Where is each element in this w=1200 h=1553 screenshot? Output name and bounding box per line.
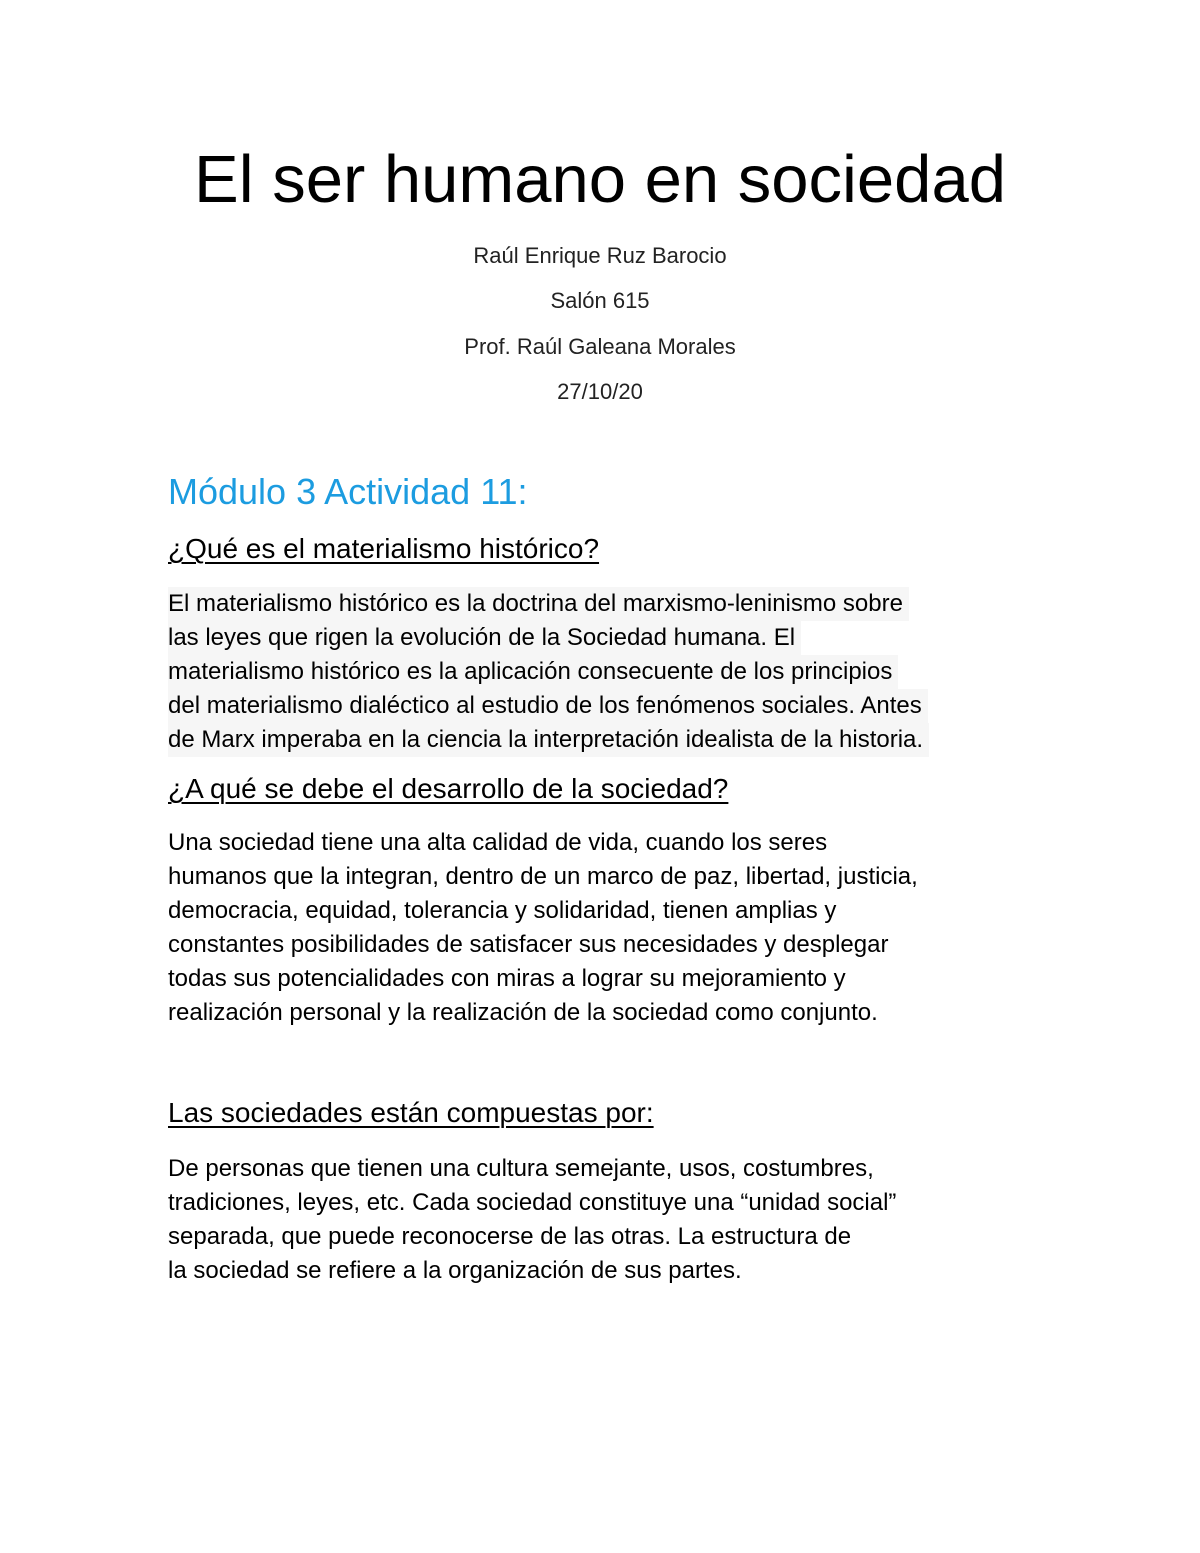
classroom: Salón 615 [550, 288, 650, 313]
answer-line: El materialismo histórico es la doctrina del marxismo-leninismo sobre [168, 587, 909, 621]
answer-line: todas sus potencialidades con miras a lograr su mejoramiento y [168, 965, 846, 992]
module-heading: Módulo 3 Actividad 11: [168, 471, 528, 512]
answer-line: materialismo histórico es la aplicación consecuente de los principios [168, 655, 898, 689]
answer-line: Una sociedad tiene una alta calidad de vida, cuando los seres [168, 829, 828, 856]
answer-line: democracia, equidad, tolerancia y solidaridad, tienen amplias y [168, 897, 837, 924]
professor-name: Prof. Raúl Galeana Morales [464, 334, 736, 359]
answer-desarrollo [168, 826, 1048, 1030]
answer-materialismo [168, 587, 1048, 757]
question-composicion: Las sociedades están compuestas por: [168, 1097, 654, 1128]
answer-line: tradiciones, leyes, etc. Cada sociedad constituye una “unidad social” [168, 1189, 897, 1216]
answer-line: del materialismo dialéctico al estudio de los fenómenos sociales. Antes [168, 689, 928, 723]
answer-line: De personas que tienen una cultura semejante, usos, costumbres, [168, 1155, 874, 1182]
answer-line: separada, que puede reconocerse de las otras. La estructura de [168, 1223, 852, 1250]
answer-line: de Marx imperaba en la ciencia la interpretación idealista de la historia. [168, 723, 929, 757]
answer-line: constantes posibilidades de satisfacer sus necesidades y desplegar [168, 931, 889, 958]
document-date: 27/10/20 [557, 379, 643, 404]
question-desarrollo: ¿A qué se debe el desarrollo de la sociedad? [168, 773, 729, 804]
answer-line: humanos que la integran, dentro de un marco de paz, libertad, justicia, [168, 863, 918, 890]
answer-line: realización personal y la realización de la sociedad como conjunto. [168, 999, 878, 1026]
author-name: Raúl Enrique Ruz Barocio [473, 243, 727, 268]
answer-composicion [168, 1152, 1048, 1288]
answer-line: las leyes que rigen la evolución de la Sociedad humana. El [168, 621, 801, 655]
document-title: El ser humano en sociedad [194, 142, 1006, 217]
question-materialismo: ¿Qué es el materialismo histórico? [168, 533, 600, 564]
answer-line: la sociedad se refiere a la organización de sus partes. [168, 1257, 742, 1284]
